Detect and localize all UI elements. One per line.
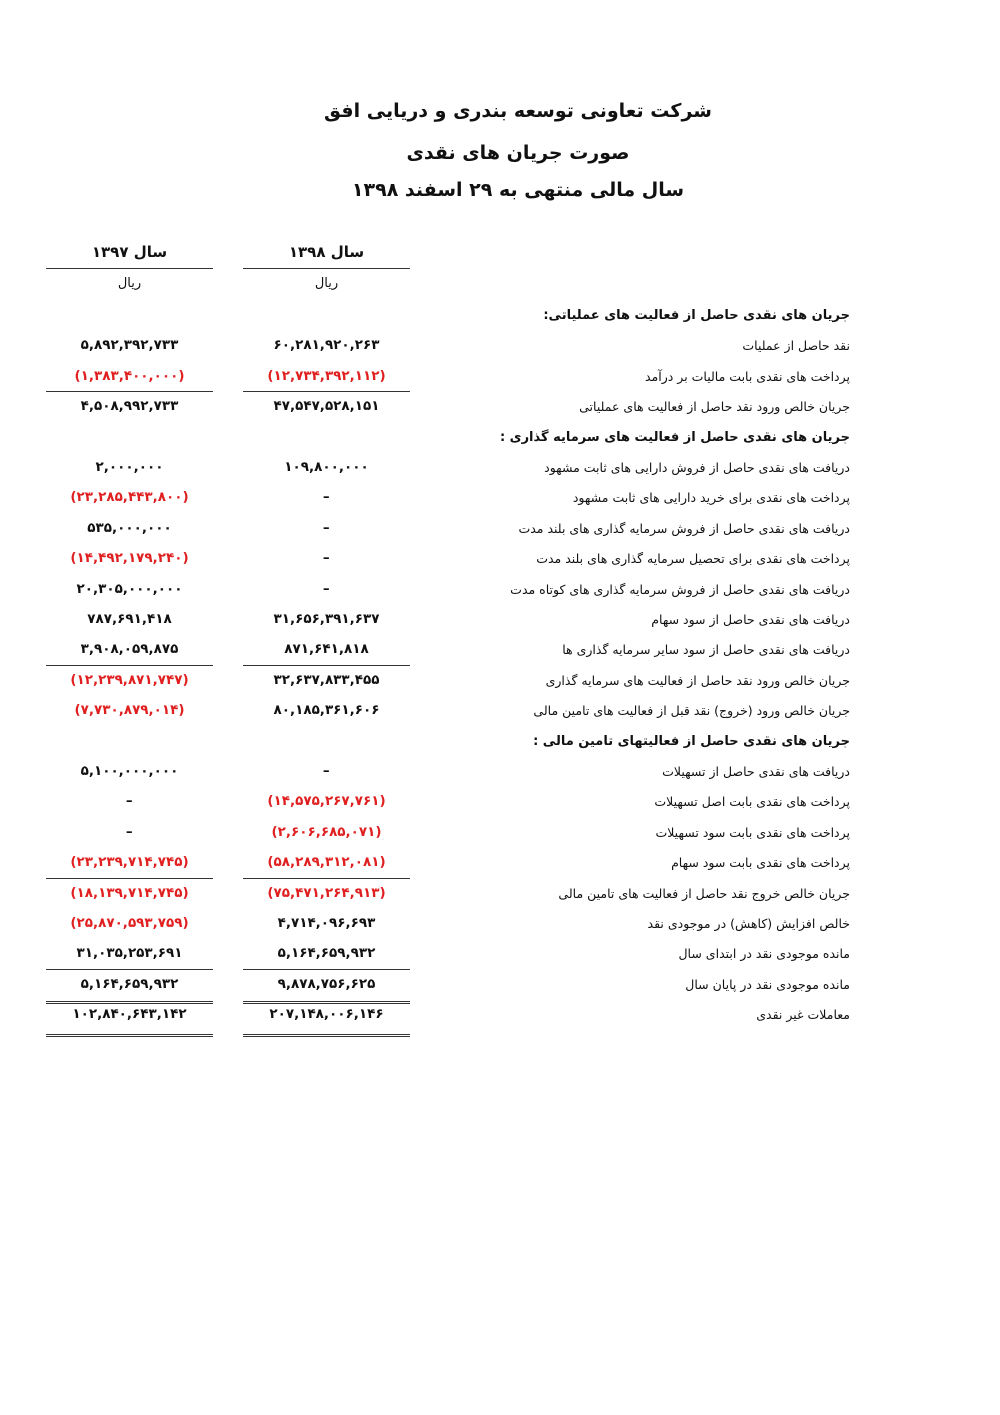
line-item-label: دریافت های نقدی حاصل از سود سهام [651, 612, 850, 627]
amount-1398: (۵۸,۲۸۹,۳۱۲,۰۸۱) [267, 854, 386, 871]
line-item-label: دریافت های نقدی حاصل از فروش سرمایه گذاری های کوتاه مدت [510, 581, 850, 597]
table-row [0, 635, 1000, 665]
statement-title: صورت جریان های نقدی [406, 142, 630, 164]
table-row [0, 544, 1000, 574]
amount-1397: ۵,۸۹۲,۳۹۲,۷۳۳ [80, 337, 179, 354]
amount-1397: ۲۰,۳۰۵,۰۰۰,۰۰۰ [76, 580, 183, 597]
total-double-rule [46, 1001, 213, 1004]
table-row [0, 362, 1000, 392]
amount-1398: – [322, 489, 331, 506]
column-header-rule [46, 268, 213, 269]
section-heading-row [0, 727, 1000, 757]
amount-1397: (۲۳,۲۸۵,۴۴۳,۸۰۰) [70, 489, 189, 506]
amount-1398: ۵,۱۶۴,۶۵۹,۹۳۲ [277, 945, 376, 962]
currency-unit-1397: ریال [117, 276, 142, 291]
amount-1397: (۷,۷۳۰,۸۷۹,۰۱۴) [74, 702, 185, 719]
total-double-rule [46, 1034, 213, 1037]
total-double-rule [243, 1034, 410, 1037]
amount-1397: ۵,۱۰۰,۰۰۰,۰۰۰ [80, 763, 179, 779]
amount-1397: ۷۸۷,۶۹۱,۴۱۸ [87, 611, 172, 627]
amount-1398: ۳۱,۶۵۶,۳۹۱,۶۳۷ [273, 611, 380, 627]
amount-1397: (۱,۳۸۳,۴۰۰,۰۰۰) [74, 367, 185, 384]
section-heading: جریان های نقدی حاصل از فعالیت های سرمایه گذاری : [499, 429, 850, 445]
column-header-1397: سال ۱۳۹۷ [91, 243, 168, 261]
table-row [0, 879, 1000, 909]
total-double-rule [243, 1001, 410, 1004]
line-item-label: دریافت های نقدی حاصل از سود سایر سرمایه گذاری ها [562, 642, 850, 658]
amount-1398: ۴۷,۵۴۷,۵۲۸,۱۵۱ [273, 398, 380, 415]
column-header-1398: سال ۱۳۹۸ [288, 243, 365, 261]
line-item-label: پرداخت های نقدی بابت سود تسهیلات [655, 824, 850, 840]
table-row [0, 757, 1000, 787]
amount-1397: ۱۰۲,۸۴۰,۶۴۳,۱۴۲ [72, 1006, 187, 1023]
amount-1398: (۱۴,۵۷۵,۲۶۷,۷۶۱) [267, 793, 386, 810]
subtotal-rule [46, 391, 213, 392]
table-row [0, 666, 1000, 696]
amount-1398: (۱۲,۷۳۴,۳۹۲,۱۱۲) [267, 367, 386, 384]
line-item-label: جریان خالص ورود نقد حاصل از فعالیت های عملیاتی [579, 399, 850, 415]
line-item-label: پرداخت های نقدی برای تحصیل سرمایه گذاری های بلند مدت [536, 551, 850, 567]
amount-1398: ۸۰,۱۸۵,۳۶۱,۶۰۶ [273, 702, 380, 719]
amount-1397: (۱۲,۲۳۹,۸۷۱,۷۴۷) [70, 671, 189, 688]
table-row [0, 453, 1000, 483]
amount-1397: (۲۵,۸۷۰,۵۹۳,۷۵۹) [70, 915, 189, 931]
amount-1397: ۳,۹۰۸,۰۵۹,۸۷۵ [80, 641, 179, 658]
line-item-label: جریان خالص خروج نقد حاصل از فعالیت های تامین مالی [558, 885, 850, 901]
section-heading-row [0, 301, 1000, 331]
line-item-label: مانده موجودی نقد در ابتدای سال [678, 946, 850, 962]
amount-1397: (۲۳,۲۳۹,۷۱۴,۷۴۵) [70, 854, 189, 871]
line-item-label: جریان خالص ورود نقد حاصل از فعالیت های سرمایه گذاری [545, 672, 850, 688]
line-item-label: پرداخت های نقدی بابت مالیات بر درآمد [645, 368, 850, 384]
amount-1398: ۳۲,۶۳۷,۸۳۳,۴۵۵ [273, 671, 380, 688]
table-row [0, 605, 1000, 635]
table-row [0, 331, 1000, 361]
amount-1398: – [322, 763, 331, 779]
amount-1398: ۸۷۱,۶۴۱,۸۱۸ [284, 641, 369, 658]
table-row [0, 787, 1000, 817]
amount-1398: ۹,۸۷۸,۷۵۶,۶۲۵ [277, 975, 376, 992]
section-heading: جریان های نقدی حاصل از فعالیتهای تامین مالی : [533, 733, 850, 749]
currency-unit-1398: ریال [314, 276, 339, 291]
table-row [0, 970, 1000, 1000]
amount-1398: – [322, 519, 331, 536]
table-row [0, 483, 1000, 513]
line-item-label: دریافت های نقدی حاصل از فروش دارایی های ثابت مشهود [544, 460, 850, 475]
amount-1397: ۵۳۵,۰۰۰,۰۰۰ [87, 519, 172, 536]
line-item-label: مانده موجودی نقد در پایان سال [685, 976, 850, 992]
amount-1397: – [125, 793, 134, 810]
amount-1397: ۲,۰۰۰,۰۰۰ [95, 459, 164, 475]
subtotal-rule [243, 665, 410, 666]
amount-1397: ۵,۱۶۴,۶۵۹,۹۳۲ [80, 975, 179, 992]
table-row [0, 818, 1000, 848]
line-item-label: پرداخت های نقدی برای خرید دارایی های ثابت مشهود [572, 490, 850, 506]
line-item-label: پرداخت های نقدی بابت اصل تسهیلات [654, 794, 850, 810]
table-row [0, 909, 1000, 939]
table-row [0, 696, 1000, 726]
table-row [0, 848, 1000, 878]
amount-1397: ۳۱,۰۳۵,۲۵۳,۶۹۱ [76, 945, 183, 962]
line-item-label: دریافت های نقدی حاصل از تسهیلات [662, 764, 850, 779]
amount-1398: ۱۰۹,۸۰۰,۰۰۰ [284, 459, 369, 475]
section-heading-row [0, 423, 1000, 453]
table-row [0, 1000, 1000, 1030]
period-title: سال مالی منتهی به ۲۹ اسفند ۱۳۹۸ [351, 179, 685, 201]
line-item-label: خالص افزایش (کاهش) در موجودی نقد [647, 916, 850, 931]
amount-1397: ۴,۵۰۸,۹۹۲,۷۳۳ [80, 398, 179, 415]
amount-1398: ۶۰,۲۸۱,۹۲۰,۲۶۳ [273, 337, 380, 354]
line-item-label: معاملات غیر نقدی [756, 1007, 850, 1023]
line-item-label: جریان خالص ورود (خروج) نقد قبل از فعالیت های تامین مالی [533, 703, 850, 719]
table-row [0, 575, 1000, 605]
amount-1397: – [125, 823, 134, 840]
amount-1398: – [322, 550, 331, 567]
subtotal-rule [46, 878, 213, 879]
subtotal-rule [243, 878, 410, 879]
line-item-label: دریافت های نقدی حاصل از فروش سرمایه گذاری های بلند مدت [518, 520, 850, 536]
table-row [0, 939, 1000, 969]
amount-1397: (۱۴,۴۹۲,۱۷۹,۲۴۰) [70, 550, 189, 567]
section-heading: جریان های نقدی حاصل از فعالیت های عملیاتی: [543, 308, 850, 323]
amount-1397: (۱۸,۱۳۹,۷۱۴,۷۴۵) [70, 884, 189, 901]
subtotal-rule [243, 391, 410, 392]
amount-1398: ۴,۷۱۴,۰۹۶,۶۹۳ [277, 915, 376, 931]
line-item-label: پرداخت های نقدی بابت سود سهام [671, 855, 850, 871]
subtotal-rule [243, 969, 410, 970]
amount-1398: ۲۰۷,۱۴۸,۰۰۶,۱۴۶ [269, 1006, 384, 1023]
subtotal-rule [46, 665, 213, 666]
amount-1398: (۷۵,۴۷۱,۲۶۴,۹۱۳) [267, 884, 386, 901]
table-row [0, 392, 1000, 422]
amount-1398: (۲,۶۰۶,۶۸۵,۰۷۱) [271, 823, 382, 840]
column-header-rule [243, 268, 410, 269]
table-row [0, 514, 1000, 544]
subtotal-rule [46, 969, 213, 970]
company-name: شرکت تعاونی توسعه بندری و دریایی افق [324, 100, 712, 122]
amount-1398: – [322, 580, 331, 597]
line-item-label: نقد حاصل از عملیات [742, 338, 850, 354]
